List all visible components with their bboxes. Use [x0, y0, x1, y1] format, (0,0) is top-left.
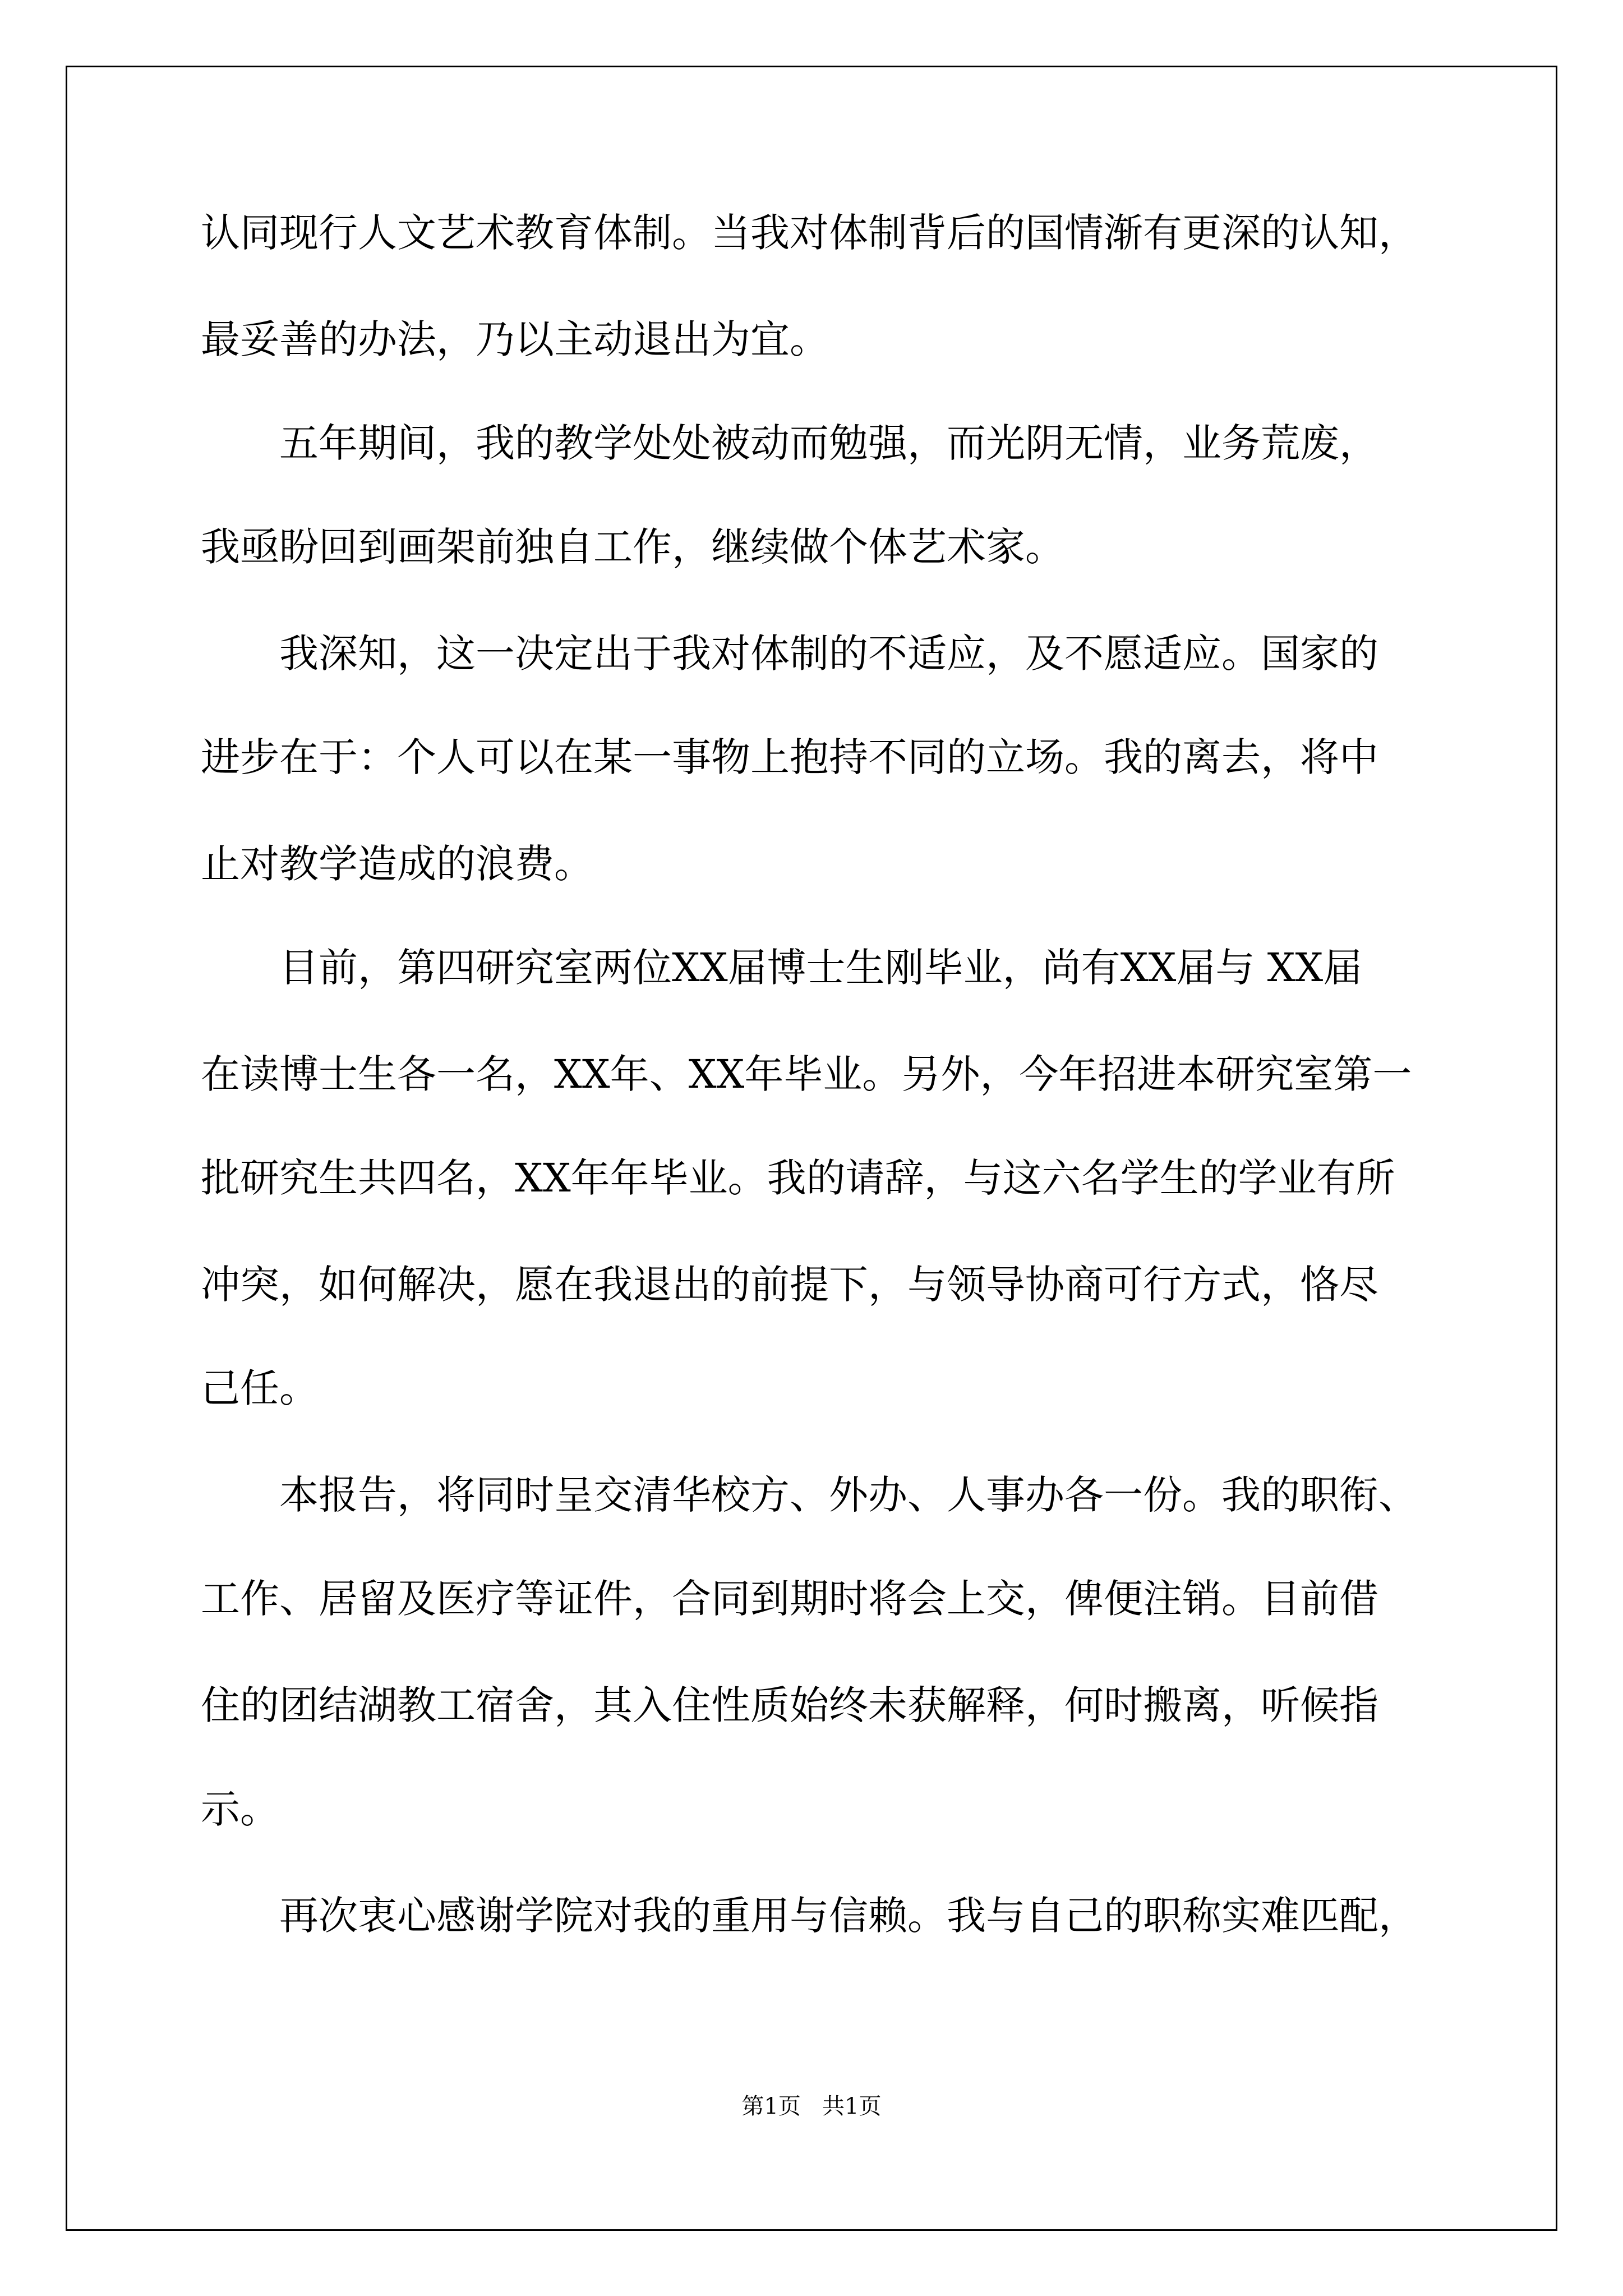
text-line: 在读博士生各一名，XX年、XX年毕业。另外，今年招进本研究室第一 — [201, 1051, 1412, 1097]
text-line: 最妥善的办法，乃以主动退出为宜。 — [201, 316, 829, 362]
text-line: 止对教学造成的浪费。 — [201, 841, 593, 887]
paragraph-start-line: 五年期间，我的教学处处被动而勉强，而光阴无情，业务荒废， — [279, 420, 1378, 466]
paragraph-start-line: 我深知，这一决定出于我对体制的不适应，及不愿适应。国家的 — [279, 631, 1378, 677]
text-line: 进步在于：个人可以在某一事物上抱持不同的立场。我的离去，将中 — [201, 734, 1378, 780]
text-line: 示。 — [201, 1786, 279, 1832]
page-footer: 第1页 共1页 — [741, 2093, 882, 2119]
text-line: 批研究生共四名，XX年年毕业。我的请辞，与这六名学生的学业有所 — [201, 1155, 1395, 1201]
text-line: 住的团结湖教工宿舍，其入住性质始终未获解释，何时搬离，听候指 — [201, 1682, 1378, 1728]
text-line: 冲突，如何解决，愿在我退出的前提下，与领导协商可行方式，恪尽 — [201, 1262, 1378, 1308]
text-line: 我亟盼回到画架前独自工作，继续做个体艺术家。 — [201, 524, 1064, 570]
text-line: 工作、居留及医疗等证件，合同到期时将会上交，俾便注销。目前借 — [201, 1576, 1378, 1622]
text-line: 认同现行人文艺术教育体制。当我对体制背后的国情渐有更深的认知， — [201, 210, 1418, 256]
paragraph-start-line: 目前，第四研究室两位XX届博士生刚毕业，尚有XX届与 XX届 — [279, 945, 1363, 991]
paragraph-start-line: 再次衷心感谢学院对我的重用与信赖。我与自己的职称实难匹配， — [279, 1893, 1418, 1939]
text-line: 己任。 — [201, 1365, 319, 1411]
paragraph-start-line: 本报告，将同时呈交清华校方、外办、人事办各一份。我的职衔、 — [279, 1472, 1418, 1518]
